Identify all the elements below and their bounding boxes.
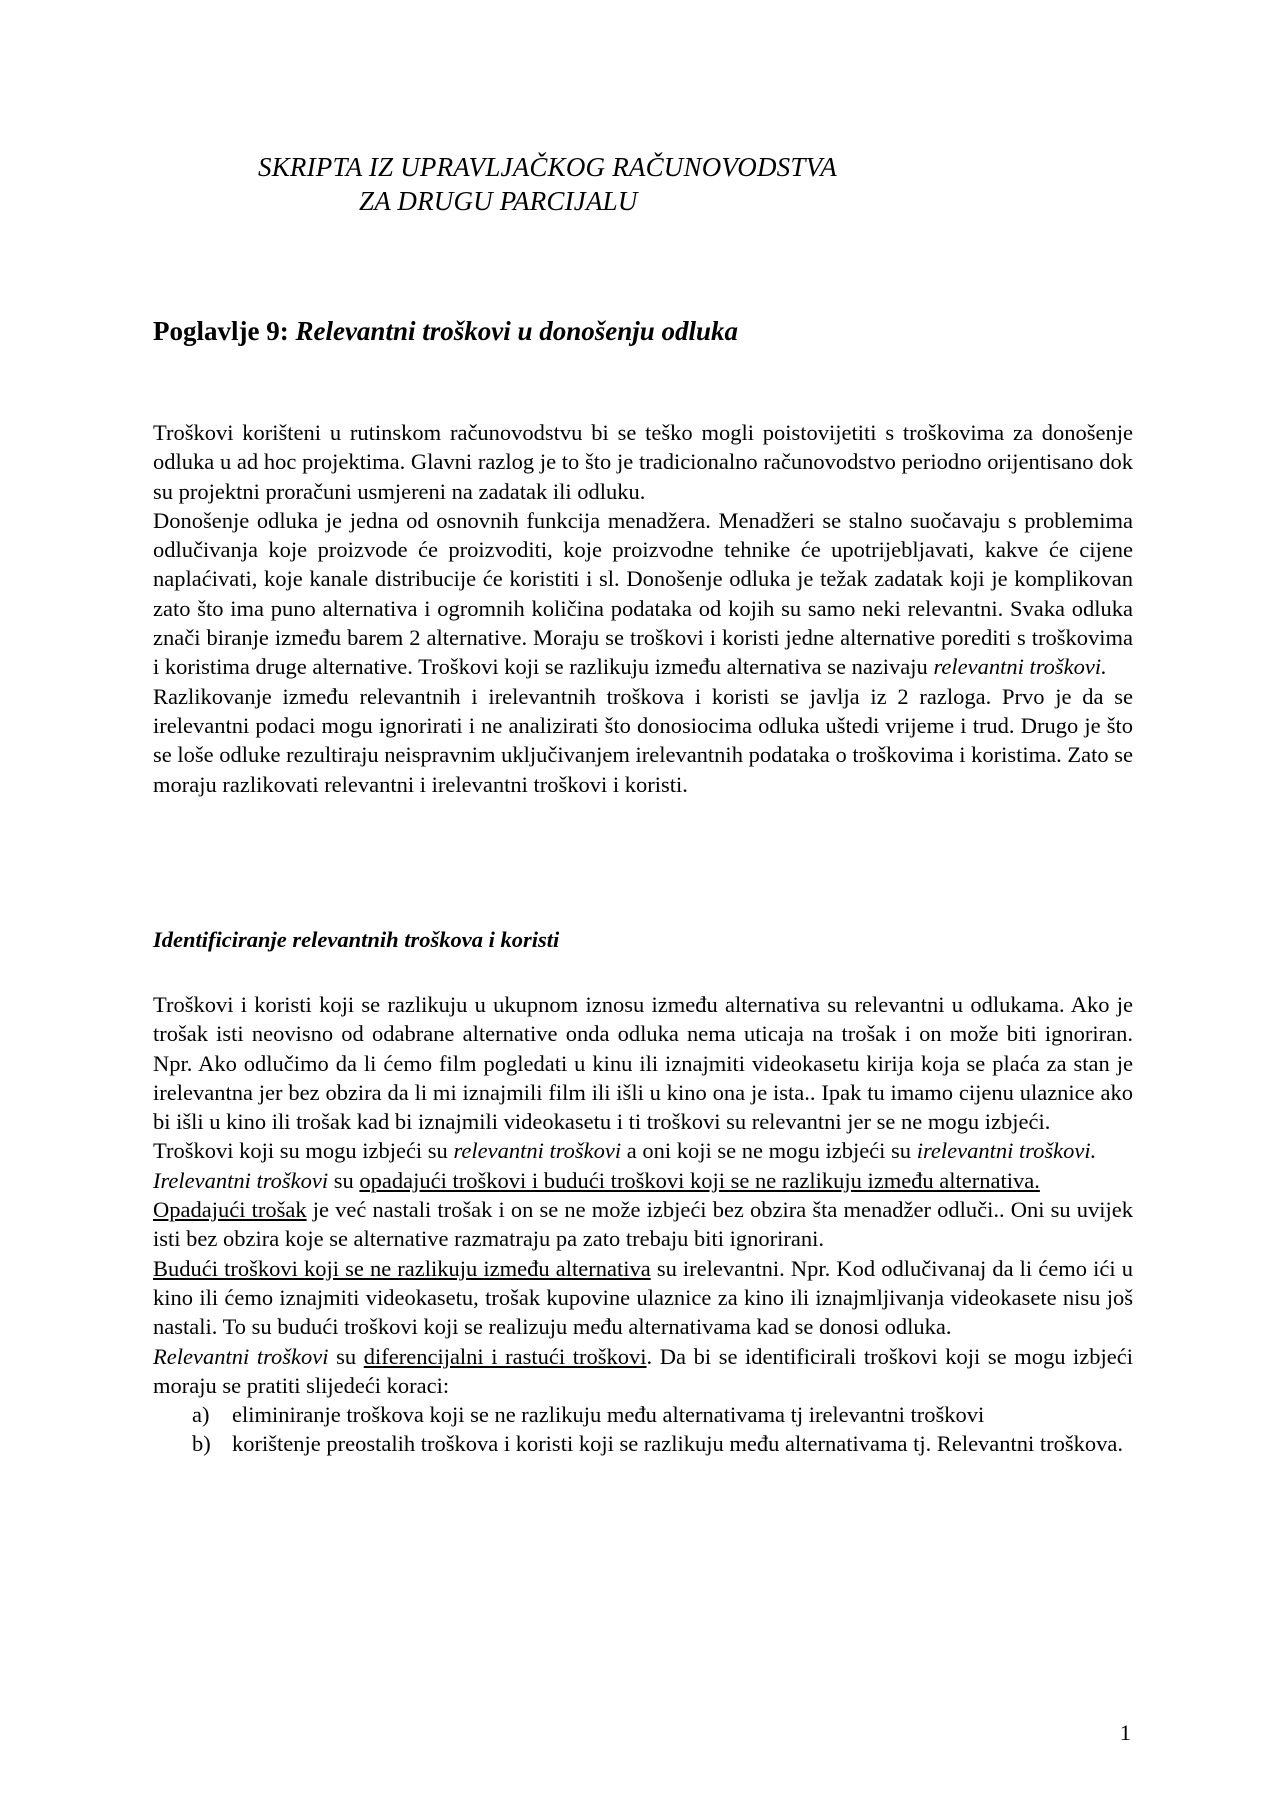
paragraph: [153, 1195, 1133, 1254]
underlined-text: Opadajući trošak: [153, 1197, 307, 1223]
title-line-2: ZA DRUGU PARCIJALU: [359, 186, 638, 216]
paragraph: [153, 1254, 1133, 1342]
paragraph: Troškovi korišteni u rutinskom računovodstvu bi se teško mogli poistovijetiti s troškovima za donošenje odluka u ad hoc projektima. Glavni razlog je to što je tradicionalno računovodstvo periodno orijentisano dok su projektni proračuni usmjereni na zadatak ili odluku.: [153, 420, 1133, 504]
section-identification: [153, 990, 1133, 1459]
term-relevant-costs: relevantni troškovi.: [933, 654, 1107, 680]
paragraph: [153, 1166, 1133, 1195]
chapter-title: Relevantni troškovi u donošenju odluka: [295, 316, 739, 346]
chapter-prefix: Poglavlje 9:: [153, 316, 289, 346]
paragraph: [153, 1136, 1133, 1165]
paragraph-text: . Da bi se identificirali troškovi koji se mogu izbjeći moraju se pratiti slijedeći koraci:: [153, 1343, 1134, 1398]
paragraph-text: je već nastali trošak i on se ne može izbjeći bez obzira šta menadžer odluči.. Oni su uvijek isti bez obzira koje se alternative razmatraju pa zato trebaju biti ignorirani.: [153, 1197, 1133, 1252]
section-heading: Identificiranje relevantnih troškova i koristi: [153, 927, 560, 952]
list-item-text: eliminiranje troškova koji se ne razlikuju među alternativama tj irelevantni troškovi: [232, 1402, 985, 1428]
paragraph-text: su: [336, 1343, 357, 1369]
paragraph-text: su: [333, 1167, 354, 1193]
steps-list: [153, 1400, 1133, 1459]
term-irrelevant-costs: Irelevantni troškovi: [153, 1167, 329, 1193]
underlined-text: Budući troškovi koji se ne razlikuju između alternativa: [153, 1255, 651, 1281]
underlined-text: diferencijalni i rastući troškovi: [363, 1343, 647, 1369]
underlined-text: opadajući troškovi i budući troškovi koji se ne razlikuju između alternativa.: [359, 1167, 1040, 1193]
page-number: 1: [1119, 1720, 1131, 1745]
list-item-text: korištenje preostalih troškova i koristi koji se razlikuju među alternativama tj. Relevantni troškova.: [232, 1431, 1124, 1457]
paragraph: Razlikovanje između relevantnih i irelevantnih troškova i koristi se javlja iz 2 razloga. Prvo je da se irelevantni podaci mogu ignorirati i ne analizirati što donosiocima odluka uštedi vrijeme i trud. Drugo je što se loše odluke rezultiraju neispravnim uključivanjem irelevantnih podataka o troškovima i koristima. Zato se moraju razlikovati relevantni i irelevantni troškovi i koristi.: [153, 683, 1133, 797]
list-item: [153, 1400, 1133, 1429]
term-relevant-costs: relevantni troškovi: [453, 1138, 622, 1164]
section-intro: [153, 418, 1133, 799]
paragraph-text: su irelevantni. Npr. Kod odlučivanaj da li ćemo ići u kino ili ćemo iznajmiti videokasetu, trošak kupovine ulaznice za kino ili iznajmljivanja videokasete nisu još nastali. To su budući troškovi koji se realizuju među alternativama kad se donosi odluka.: [153, 1255, 1133, 1340]
title-line-1: SKRIPTA IZ UPRAVLJAČKOG RAČUNOVODSTVA: [258, 152, 837, 182]
paragraph-text: Donošenje odluka je jedna od osnovnih funkcija menadžera. Menadžeri se stalno suočavaju s problemima odlučivanja koje proizvode će proizvoditi, koje proizvodne tehnike će upotrijebljavati, kakve će cijene naplaćivati, koje kanale distribucije će koristiti i sl. Donošenje odluka je težak zadatak koji je komplikovan zato što ima puno alternativa i ogromnih količina podataka od kojih su samo neki relevantni. Svaka odluka znači biranje između barem 2 alternative. Moraju se troškovi i koristi jedne alternative porediti s troškovima i koristima druge alternative. Troškovi koji se razlikuju između alternativa se nazivaju: [153, 507, 1133, 680]
list-item: [153, 1429, 1133, 1458]
paragraph-text: Troškovi koji su mogu izbjeći su: [153, 1138, 448, 1164]
paragraph: Troškovi i koristi koji se razlikuju u ukupnom iznosu između alternativa su relevantni u odlukama. Ako je trošak isti neovisno od odabrane alternative onda odluka nema uticaja na trošak i on može biti ignoriran. Npr. Ako odlučimo da li ćemo film pogledati u kinu ili iznajmiti videokasetu kirija koja se plaća za stan je irelevantna jer bez obzira da li mi iznajmili film ili išli u kino ona je ista.. Ipak tu imamo cijenu ulaznice ako bi išli u kino ili trošak kad bi iznajmili videokasetu i ti troškovi su relevantni jer se ne mogu izbjeći.: [153, 992, 1133, 1135]
document-title: [258, 150, 837, 218]
chapter-heading: [153, 314, 738, 348]
term-irrelevant-costs: irelevantni troškovi.: [916, 1138, 1097, 1164]
list-marker: a): [192, 1402, 210, 1428]
term-relevant-costs: Relevantni troškovi: [153, 1343, 329, 1369]
paragraph: [153, 506, 1133, 682]
paragraph-text: a oni koji se ne mogu izbjeći su: [626, 1138, 912, 1164]
list-marker: b): [192, 1431, 211, 1457]
paragraph: [153, 1342, 1133, 1401]
